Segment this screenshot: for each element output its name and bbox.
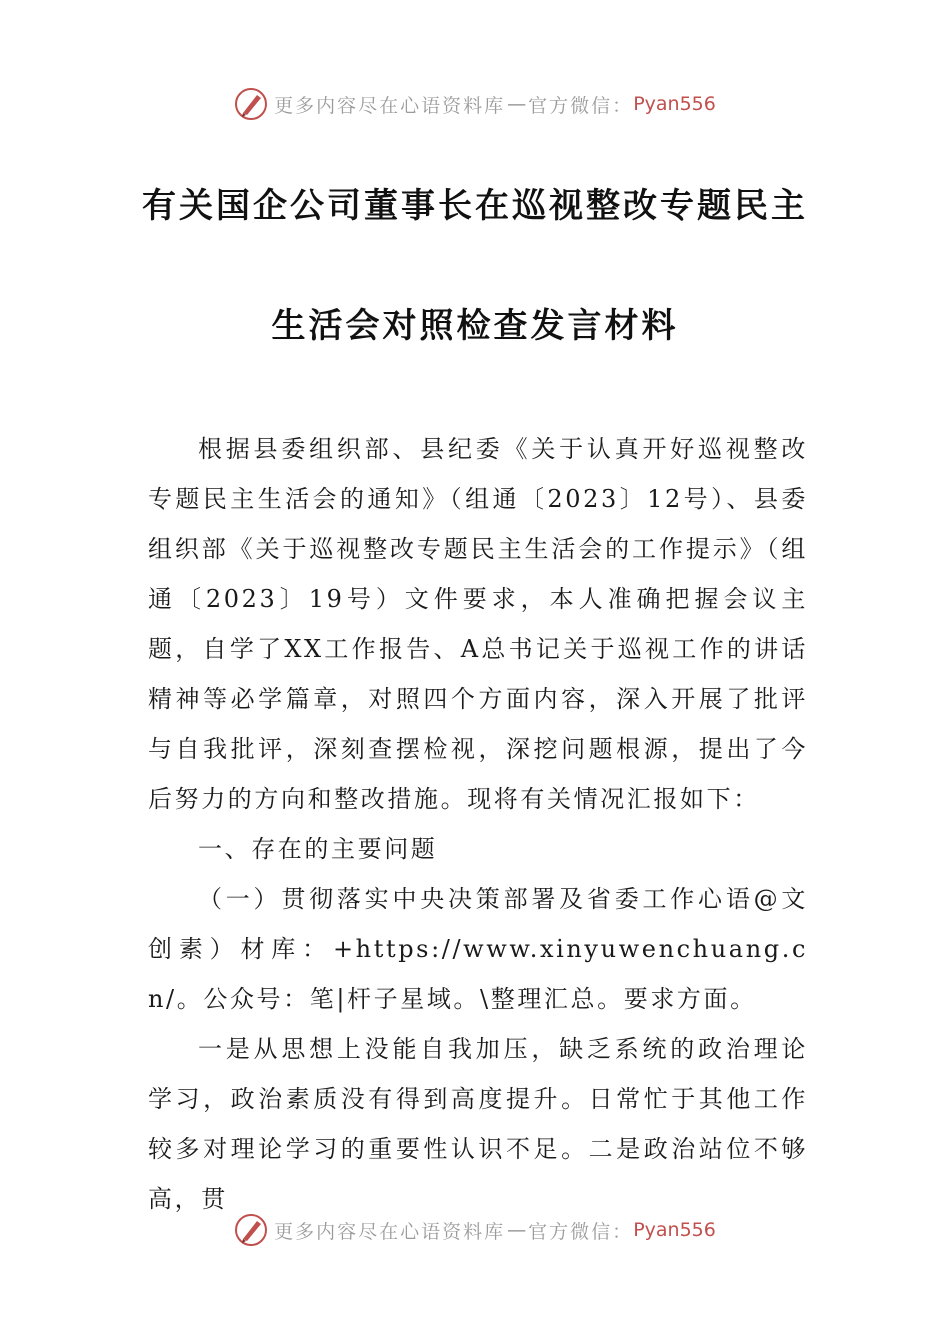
section-heading: 一、存在的主要问题 — [198, 835, 438, 863]
banner-brand: 更多内容尽在心语资料库 — [274, 1220, 506, 1243]
paragraph-issues: 一是从思想上没能自我加压，缺乏系统的政治理论学习，政治素质没有得到高度提升。日常忙于其他工作较多对理论学习的重要性认识不足。二是政治站位不够高，贯 — [148, 1035, 808, 1213]
subsection-heading: （一）贯彻落实中央决策部署及省委工作心语@文创素）材库：+https://www.xinyuwenchuang.cn/。公众号：笔|杆子星域。\整理汇总。要求方面。 — [148, 885, 808, 1013]
banner-dash: — — [507, 1219, 527, 1241]
footer-banner — [0, 1210, 950, 1250]
banner-dash: — — [507, 93, 527, 115]
banner-official-label: 官方微信： — [528, 1220, 634, 1243]
pen-logo-icon — [234, 87, 268, 121]
pen-logo-icon — [234, 1213, 268, 1247]
banner-wechat-id: Pyan556 — [633, 93, 716, 115]
banner-official-label: 官方微信： — [528, 94, 634, 117]
document-title-line2: 生活会对照检查发言材料 — [271, 306, 679, 346]
paragraph-intro: 根据县委组织部、县纪委《关于认真开好巡视整改专题民主生活会的通知》（组通〔2023〕12号）、县委组织部《关于巡视整改专题民主生活会的工作提示》（组通〔2023〕19号）文件要求，本人准确把握会议主题，自学了XX工作报告、A总书记关于巡视工作的讲话精神等必学篇章，对照四个方面内容，深入开展了批评与自我批评，深刻查摆检视，深挖问题根源，提出了今后努力的方向和整改措施。现将有关情况汇报如下： — [148, 435, 808, 813]
document-body — [148, 424, 808, 1224]
header-banner — [0, 84, 950, 124]
banner-wechat-id: Pyan556 — [633, 1219, 716, 1241]
banner-brand: 更多内容尽在心语资料库 — [274, 94, 506, 117]
document-title-line1: 有关国企公司董事长在巡视整改专题民主 — [142, 186, 808, 226]
